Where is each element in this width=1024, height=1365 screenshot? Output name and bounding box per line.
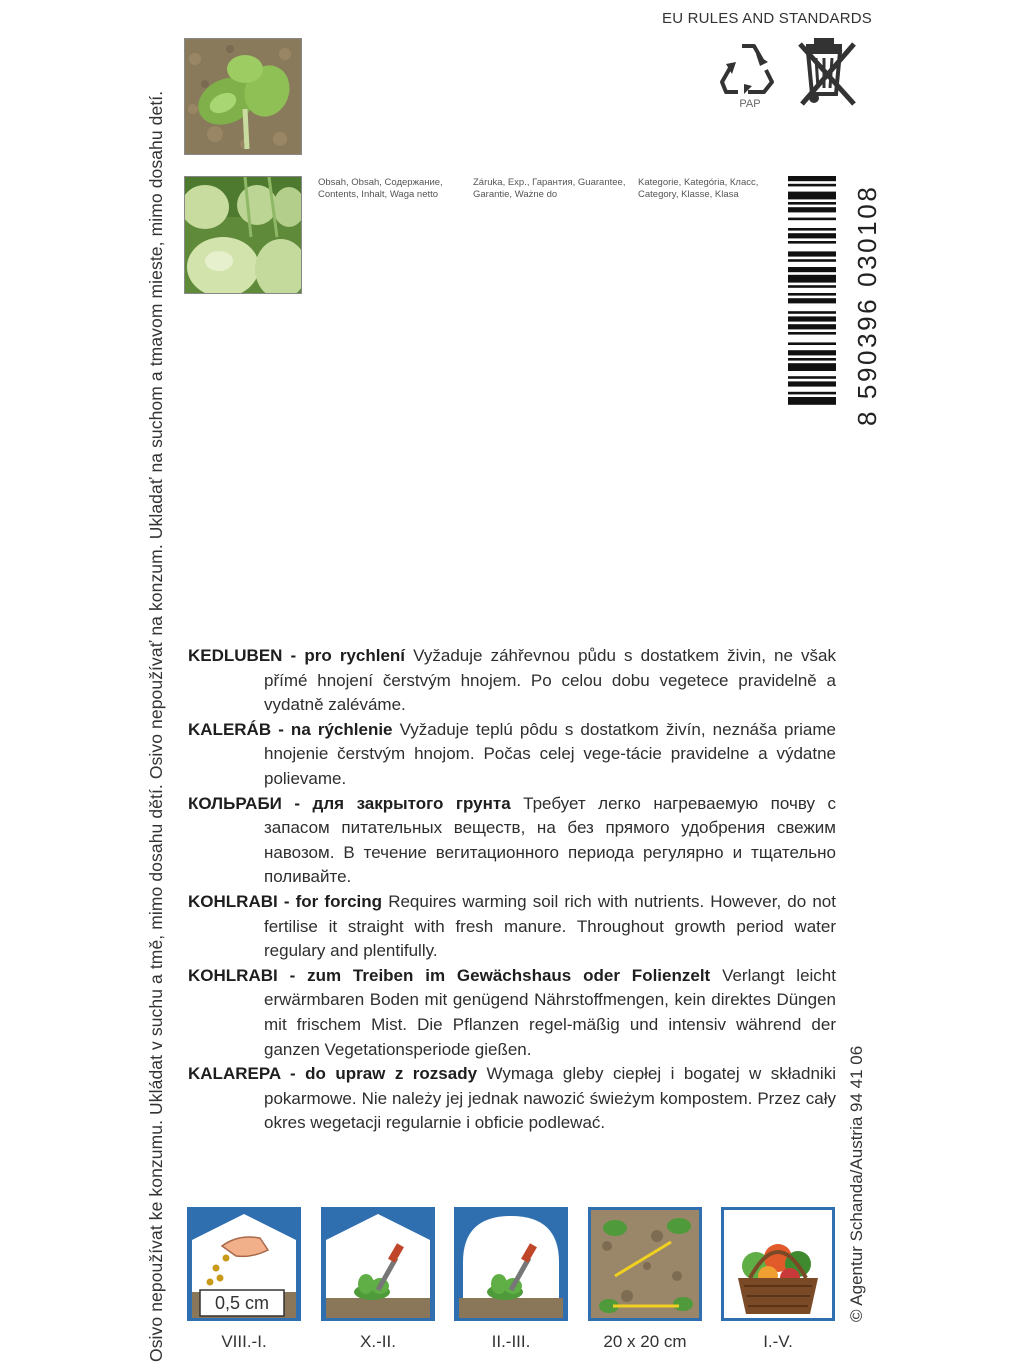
para-lead: KOHLRABI - for forcing bbox=[188, 891, 383, 911]
info-contents-label: Obsah, Obsah, Содержание, Contents, Inhalt, Waga netto bbox=[318, 177, 443, 200]
kohlrabi-photo bbox=[184, 176, 302, 294]
crossed-bin-icon bbox=[796, 34, 860, 108]
harvest-icon bbox=[720, 1206, 836, 1322]
para-lead: KALAREPA - do upraw z rozsady bbox=[188, 1064, 478, 1084]
para-text: Wymaga gleby ciepłej i bogatej w składniki pokarmowe. Nie należy jej jednak nawozić świeżym kompostem. Przez cały okres wegetacji regularnie i obficie podlewać. bbox=[264, 1064, 836, 1133]
info-guarantee-label: Záruka, Exp., Гарантия, Guarantee, Garantie, Ważne do bbox=[473, 177, 626, 200]
instructions-pl bbox=[188, 1062, 836, 1136]
instructions-sk bbox=[188, 718, 836, 792]
storage-warning-text: Osivo nepoužívat ke konzumu. Ukládat v suchu a tmě, mimo dosahu dětí. Osivo nepoužívať na konzum. Ukladať na suchom a tmavom mieste, mimo dosahu detí. bbox=[146, 90, 166, 1362]
pap-label: PAP bbox=[739, 98, 761, 110]
para-text: Verlangt leicht erwärmbaren Boden mit genügend Nährstoffmengen, kein direktes Düngen mit frischem Mist. Die Pflanzen regel-mäßig und intensiv während der ganzen Vegetationsperiode gießen. bbox=[264, 965, 836, 1059]
para-text: Vyžaduje záhřevnou půdu s dostatkem živin, ne však přímé hnojení čerstvým hnojem. Po celou dobu vegetece pravidelně a vydatně zaléváme. bbox=[264, 646, 837, 715]
tunnel-period-caption: II.-III. bbox=[491, 1332, 531, 1351]
harvest-period-caption: I.-V. bbox=[763, 1332, 793, 1351]
instructions-en bbox=[188, 890, 836, 964]
para-text: Vyžaduje teplú pôdu s dostatkom živín, neznáša priame hnojenie čerstvým hnojom. Počas celej vege-tácie pravidelne a výdatne polievame. bbox=[264, 719, 836, 788]
sowing-depth-label: 0,5 cm bbox=[214, 1293, 270, 1313]
greenhouse-planting-icon bbox=[320, 1206, 436, 1322]
cultivation-instructions bbox=[188, 644, 836, 1136]
para-lead: KOHLRABI - zum Treiben im Gewächshaus oder Folienzelt bbox=[188, 965, 711, 985]
spacing-caption: 20 x 20 cm bbox=[603, 1332, 687, 1351]
para-lead: КОЛЬРАБИ - для закрытого грунта bbox=[188, 793, 511, 813]
para-lead: KALERÁB - na rýchlenie bbox=[188, 719, 393, 739]
instructions-cz bbox=[188, 644, 836, 718]
para-lead: KEDLUBEN - pro rychlení bbox=[188, 646, 406, 665]
instructions-de bbox=[188, 964, 836, 1062]
recycle-icon bbox=[716, 34, 780, 98]
sowing-icon bbox=[186, 1206, 302, 1322]
barcode-digits: 8 590396 030108 bbox=[852, 184, 882, 426]
greenhouse-period-caption: X.-II. bbox=[360, 1332, 396, 1351]
para-text: Requires warming soil rich with nutrients. However, do not fertilise it straight with fresh manure. Throughout growth period water regulary and plentifully. bbox=[264, 891, 836, 961]
seedling-photo bbox=[184, 38, 302, 155]
barcode bbox=[788, 176, 836, 406]
instructions-ru bbox=[188, 792, 836, 890]
copyright-text: © Agentur Schanda/Austria 94 41 06 bbox=[847, 1045, 866, 1322]
tunnel-planting-icon bbox=[453, 1206, 569, 1322]
eu-rules-title: EU RULES AND STANDARDS bbox=[662, 10, 872, 27]
info-category-label: Kategorie, Kategória, Класс, Category, Klasse, Klasa bbox=[638, 177, 759, 200]
para-text: Требует легко нагреваемую почву с запасом питательных веществ, на без прямого удобрения свежим навозом. В течение вегитационного периода регулярно и тщательно поливайте. bbox=[264, 793, 836, 887]
sowing-period-caption: VIII.-I. bbox=[221, 1332, 267, 1351]
spacing-icon bbox=[587, 1206, 703, 1322]
